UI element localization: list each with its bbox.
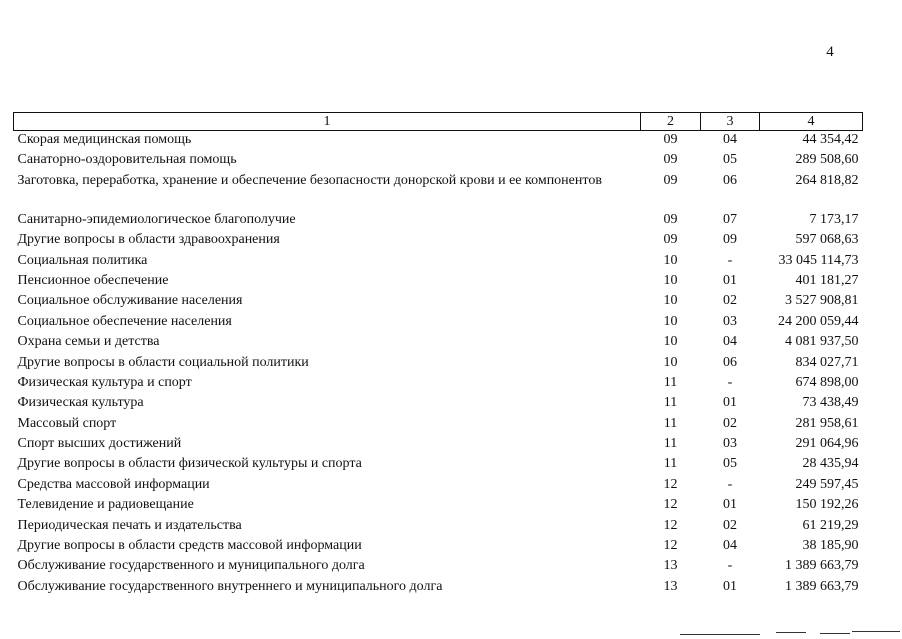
row-amount: 24 200 059,44 <box>778 313 859 329</box>
row-subsection-code: 04 <box>723 132 737 147</box>
table-row <box>14 231 863 251</box>
row-amount: 150 192,26 <box>795 497 859 513</box>
row-section-code: 10 <box>663 293 678 309</box>
row-subsection-code: 02 <box>723 415 737 431</box>
table-row <box>14 435 863 455</box>
row-name: Социальная политика <box>17 252 148 268</box>
table-header-row <box>14 113 863 131</box>
row-section-code: 12 <box>663 476 678 492</box>
table-row <box>14 131 863 152</box>
table-row <box>14 313 863 333</box>
row-name: Санитарно-эпидемиологическое благополучие <box>17 211 296 227</box>
row-subsection-code: 02 <box>723 293 737 309</box>
row-section-code: 10 <box>663 313 678 329</box>
row-amount: 674 898,00 <box>795 374 859 390</box>
budget-table-container <box>13 112 862 598</box>
row-amount: 264 818,82 <box>795 172 859 188</box>
header-col-3: 3 <box>701 113 760 131</box>
row-amount: 834 027,71 <box>795 354 859 370</box>
row-section-code: 11 <box>663 395 678 411</box>
row-section-code: 10 <box>663 272 678 288</box>
row-section-code: 11 <box>663 436 678 452</box>
row-name: Обслуживание государственного и муниципального долга <box>17 558 365 574</box>
row-amount: 597 068,63 <box>795 232 859 248</box>
table-row <box>14 252 863 272</box>
row-section-code: 10 <box>663 354 678 370</box>
row-amount: 281 958,61 <box>795 415 859 431</box>
row-name: Заготовка, переработка, хранение и обеспечение безопасности донорской крови и ее компонентов <box>17 172 602 188</box>
row-subsection-code: - <box>727 558 733 574</box>
row-section-code: 11 <box>663 456 678 472</box>
table-row <box>14 292 863 312</box>
row-name: Телевидение и радиовещание <box>17 497 194 513</box>
table-row <box>14 354 863 374</box>
row-name: Социальное обслуживание населения <box>17 293 243 309</box>
table-row <box>14 211 863 231</box>
row-name: Спорт высших достижений <box>17 436 182 452</box>
row-amount: 61 219,29 <box>802 517 859 533</box>
header-col-4: 4 <box>760 113 863 131</box>
table-row <box>14 374 863 394</box>
row-subsection-code: 07 <box>723 211 737 227</box>
row-amount: 289 508,60 <box>795 152 859 168</box>
row-amount: 28 435,94 <box>802 456 859 472</box>
table-row <box>14 455 863 475</box>
budget-table <box>13 112 863 598</box>
row-subsection-code: 01 <box>723 578 737 594</box>
row-subsection-code: 01 <box>723 272 737 288</box>
row-section-code: 09 <box>663 152 678 168</box>
row-subsection-code: 03 <box>723 436 737 452</box>
row-name: Другие вопросы в области средств массовой информации <box>17 538 362 554</box>
table-row <box>14 476 863 496</box>
row-subsection-code: 04 <box>723 334 737 350</box>
row-name: Периодическая печать и издательства <box>17 517 242 533</box>
table-row <box>14 272 863 292</box>
row-amount: 7 173,17 <box>809 211 859 227</box>
row-name: Пенсионное обеспечение <box>17 272 169 288</box>
row-subsection-code: - <box>727 374 733 390</box>
row-section-code: 11 <box>663 374 678 390</box>
row-section-code: 12 <box>663 497 678 513</box>
row-name: Физическая культура <box>17 395 144 411</box>
row-amount: 249 597,45 <box>795 476 859 492</box>
row-section-code: 09 <box>663 172 678 188</box>
row-amount: 4 081 937,50 <box>785 334 859 350</box>
row-subsection-code: 02 <box>723 517 737 533</box>
row-amount: 401 181,27 <box>795 272 859 288</box>
table-row <box>14 557 863 577</box>
row-section-code: 12 <box>663 517 678 533</box>
row-name: Скорая медицинская помощь <box>17 132 192 147</box>
row-section-code: 11 <box>663 415 678 431</box>
row-name: Санаторно-оздоровительная помощь <box>17 152 237 168</box>
table-body <box>14 131 863 599</box>
header-col-2: 2 <box>641 113 701 131</box>
table-row <box>14 496 863 516</box>
row-amount: 3 527 908,81 <box>785 293 859 309</box>
footer-scan-marks <box>680 628 902 639</box>
row-name: Другие вопросы в области социальной политики <box>17 354 309 370</box>
row-subsection-code: 05 <box>723 456 737 472</box>
row-name: Охрана семьи и детства <box>17 334 160 350</box>
row-subsection-code: 04 <box>723 538 737 554</box>
row-subsection-code: 01 <box>723 395 737 411</box>
table-row <box>14 333 863 353</box>
table-row <box>14 151 863 171</box>
row-amount: 1 389 663,79 <box>785 578 859 594</box>
row-subsection-code: - <box>727 252 733 268</box>
row-subsection-code: 06 <box>723 172 737 188</box>
row-subsection-code: 09 <box>723 232 737 248</box>
row-name: Другие вопросы в области физической культуры и спорта <box>17 456 362 472</box>
row-section-code: 10 <box>663 252 678 268</box>
table-row <box>14 394 863 414</box>
row-name: Массовый спорт <box>17 415 117 431</box>
row-section-code: 13 <box>663 558 678 574</box>
row-amount: 73 438,49 <box>802 395 859 411</box>
table-row <box>14 415 863 435</box>
table-row <box>14 578 863 598</box>
table-row <box>14 517 863 537</box>
row-amount: 33 045 114,73 <box>778 252 859 268</box>
row-amount: 291 064,96 <box>795 436 859 452</box>
row-section-code: 09 <box>663 132 678 147</box>
row-name: Другие вопросы в области здравоохранения <box>17 232 280 248</box>
row-section-code: 09 <box>663 211 678 227</box>
row-amount: 38 185,90 <box>802 538 859 554</box>
header-col-1: 1 <box>14 113 641 131</box>
row-name: Социальное обеспечение населения <box>17 313 232 329</box>
row-name: Обслуживание государственного внутреннего и муниципального долга <box>17 578 443 594</box>
row-name: Физическая культура и спорт <box>17 374 192 390</box>
row-name: Средства массовой информации <box>17 476 210 492</box>
row-subsection-code: 05 <box>723 152 737 168</box>
row-section-code: 10 <box>663 334 678 350</box>
row-subsection-code: 01 <box>723 497 737 513</box>
row-subsection-code: 03 <box>723 313 737 329</box>
row-amount: 1 389 663,79 <box>785 558 859 574</box>
row-subsection-code: - <box>727 476 733 492</box>
row-section-code: 09 <box>663 232 678 248</box>
row-section-code: 13 <box>663 578 678 594</box>
row-amount: 44 354,42 <box>802 132 859 147</box>
table-row <box>14 172 863 211</box>
table-row <box>14 537 863 557</box>
row-subsection-code: 06 <box>723 354 737 370</box>
page-number: 4 <box>826 44 834 60</box>
row-section-code: 12 <box>663 538 678 554</box>
